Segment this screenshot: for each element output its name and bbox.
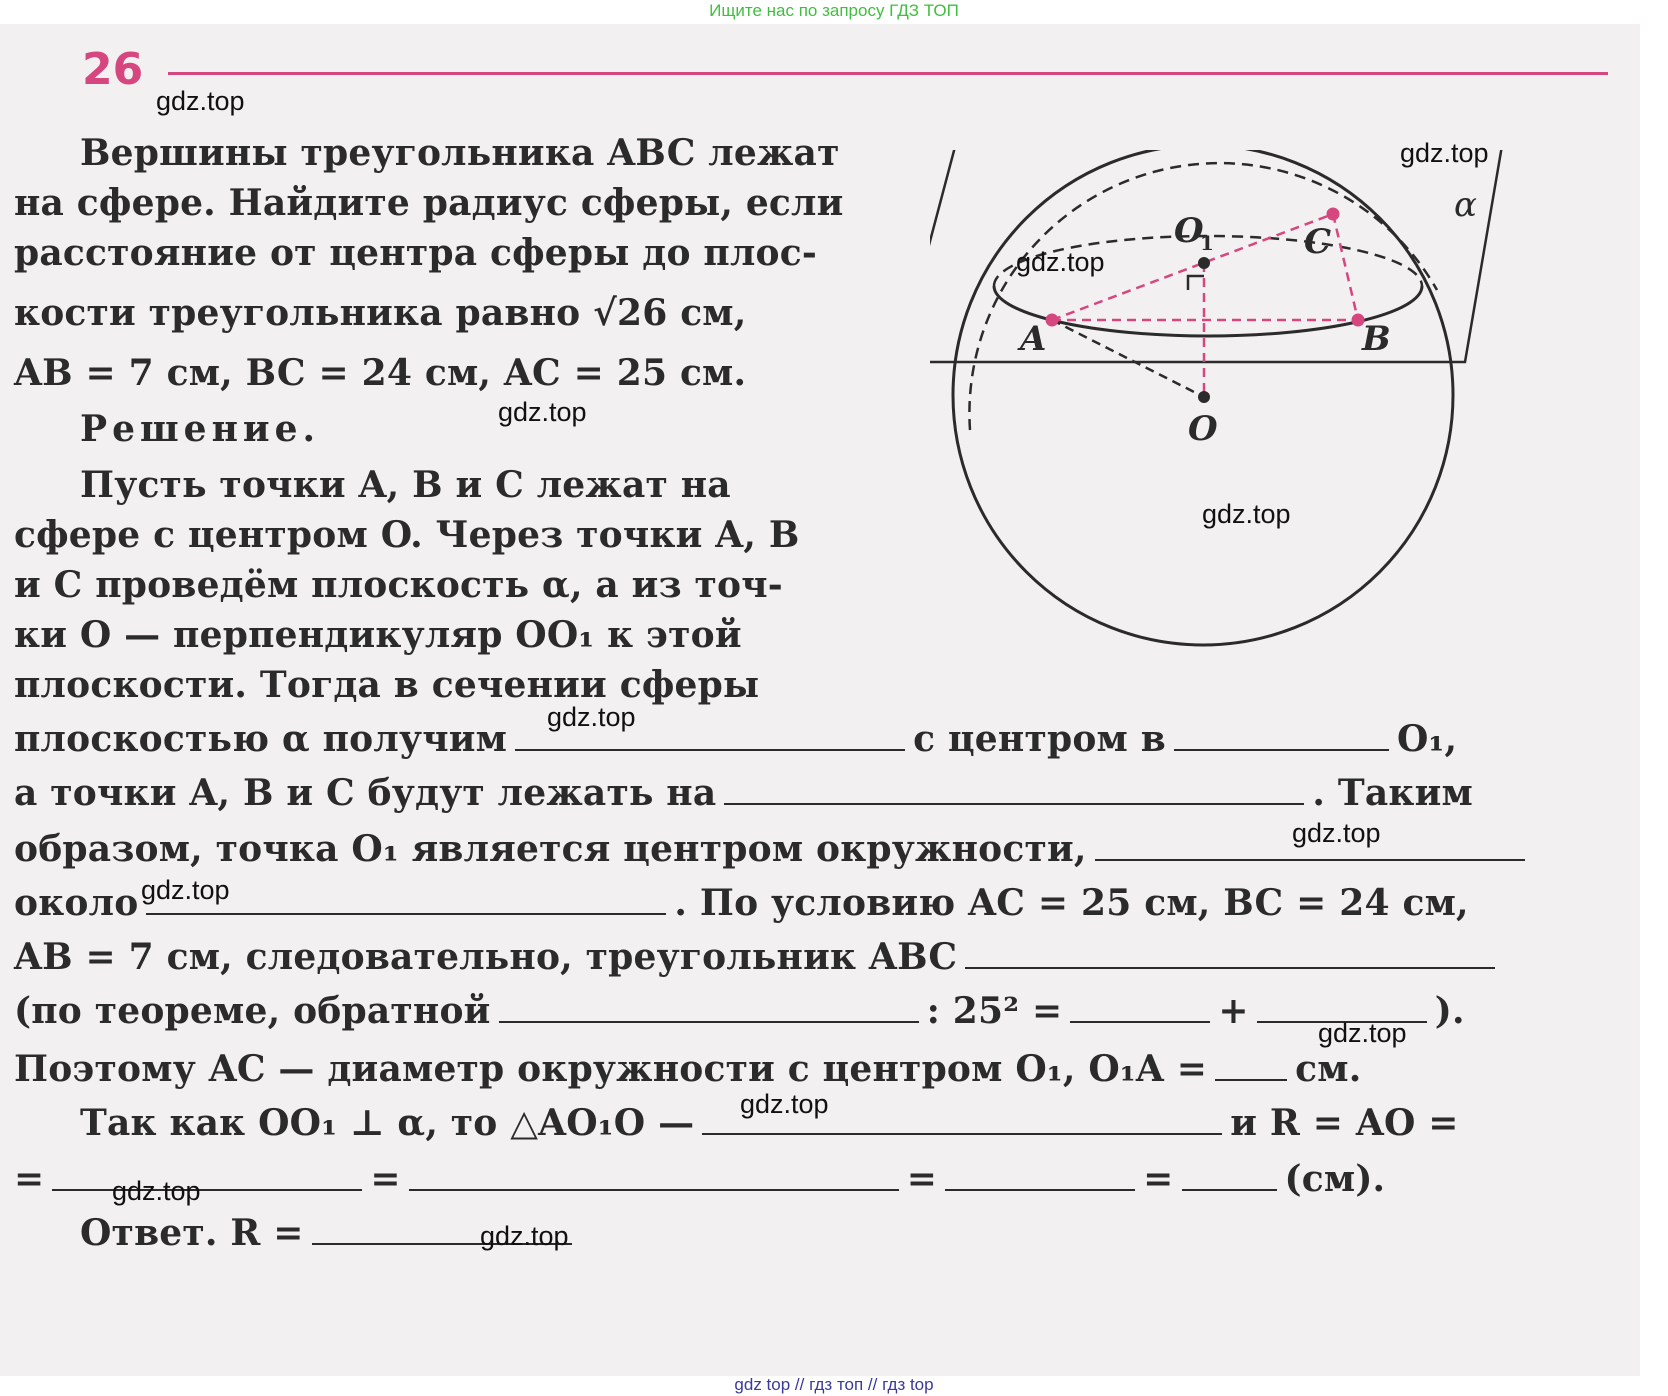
text: Поэтому AC — диаметр окружности с центром O₁, O₁A = (14, 1048, 1208, 1090)
answer-blank-circle[interactable] (724, 775, 1304, 805)
text: = (14, 1158, 45, 1200)
watermark: gdz.top (1318, 1018, 1407, 1048)
statement-line-5: AB = 7 см, BC = 24 см, AC = 25 см. (14, 352, 747, 394)
problem-number: 26 (82, 44, 144, 95)
text: = (370, 1158, 401, 1200)
text: Так как OO₁ ⊥ α, то △AO₁O — (80, 1102, 695, 1144)
point-O (1198, 391, 1210, 403)
sphere-diagram (930, 150, 1510, 660)
answer-blank-center[interactable] (1174, 721, 1389, 751)
solution-line-1: Пусть точки A, B и C лежат на (80, 464, 731, 506)
answer-blank-calc-2[interactable] (409, 1161, 899, 1191)
solution-line-2: сфере с центром O. Через точки A, B (14, 514, 800, 556)
text: и R = AO = (1230, 1102, 1459, 1144)
solution-line-6 (14, 718, 1457, 760)
statement-line-1: Вершины треугольника ABC лежат (80, 132, 840, 174)
watermark: gdz.top (1400, 138, 1489, 168)
text: около (14, 882, 139, 924)
solution-line-11 (14, 990, 1465, 1032)
label-A: A (1020, 319, 1047, 359)
bottom-banner: gdz top // гдз топ // гдз top (734, 1375, 934, 1394)
answer-blank-theorem[interactable] (499, 993, 919, 1023)
watermark: gdz.top (156, 86, 245, 116)
text: . Таким (1312, 772, 1473, 814)
solution-line-7 (14, 772, 1473, 814)
solution-line-10 (14, 936, 1503, 978)
text: AB = 7 см, следовательно, треугольник ABC (14, 936, 958, 978)
solution-line-12 (14, 1048, 1361, 1090)
label-C: C (1304, 222, 1332, 262)
text: : 25² = (926, 990, 1063, 1032)
watermark: gdz.top (1016, 247, 1105, 277)
answer-blank-term-1[interactable] (1070, 993, 1210, 1023)
header-rule (168, 72, 1608, 75)
label-alpha: α (1454, 185, 1477, 225)
text: с центром в (913, 718, 1166, 760)
text: (см). (1284, 1158, 1386, 1200)
solution-heading: Решение. (80, 408, 321, 450)
watermark: gdz.top (141, 875, 230, 905)
text: образом, точка O₁ является центром окружности, (14, 828, 1087, 870)
answer-blank-calc-3[interactable] (945, 1161, 1135, 1191)
solution-line-5: плоскости. Тогда в сечении сферы (14, 664, 760, 706)
answer-blank-calc-4[interactable] (1182, 1161, 1277, 1191)
text: ). (1434, 990, 1465, 1032)
statement-line-4: кости треугольника равно √26 см, (14, 292, 747, 334)
answer-blank-triangle-type[interactable] (965, 939, 1495, 969)
point-O1 (1198, 257, 1210, 269)
label-B: B (1362, 319, 1391, 359)
text: а точки A, B и C будут лежать на (14, 772, 717, 814)
statement-line-2: на сфере. Найдите радиус сферы, если (14, 182, 844, 224)
watermark: gdz.top (1292, 818, 1381, 848)
text: + (1218, 990, 1249, 1032)
watermark: gdz.top (498, 397, 587, 427)
watermark: gdz.top (112, 1176, 201, 1206)
label-O1: O (1174, 211, 1204, 251)
section-circle-front (994, 286, 1422, 336)
point-C (1327, 208, 1340, 221)
solution-line-4: ки O — перпендикуляр OO₁ к этой (14, 614, 742, 656)
watermark: gdz.top (480, 1221, 569, 1251)
text: O₁, (1396, 718, 1458, 760)
label-O1-subscript: 1 (1200, 231, 1214, 255)
watermark: gdz.top (1202, 499, 1291, 529)
answer-blank-radius[interactable] (1215, 1051, 1287, 1081)
watermark: gdz.top (740, 1089, 829, 1119)
text: см. (1295, 1048, 1362, 1090)
solution-line-9 (14, 882, 1469, 924)
text: (по теореме, обратной (14, 990, 491, 1032)
solution-line-14 (14, 1158, 1385, 1200)
text: плоскостью α получим (14, 718, 508, 760)
statement-line-3: расстояние от центра сферы до плос- (14, 232, 818, 274)
point-A (1046, 314, 1059, 327)
watermark: gdz.top (547, 702, 636, 732)
text: = (1143, 1158, 1174, 1200)
text: = (906, 1158, 938, 1200)
segment-CB (1333, 214, 1358, 320)
text: . По условию AC = 25 см, BC = 24 см, (674, 882, 1469, 924)
top-banner: Ищите нас по запросу ГДЗ ТОП (709, 1, 959, 20)
answer-label: Ответ. R = (80, 1212, 304, 1254)
solution-line-3: и C проведём плоскость α, а из точ- (14, 564, 783, 606)
label-O: O (1188, 409, 1218, 449)
answer-blank-calc-1[interactable] (52, 1161, 362, 1191)
right-angle-mark (1188, 276, 1204, 290)
